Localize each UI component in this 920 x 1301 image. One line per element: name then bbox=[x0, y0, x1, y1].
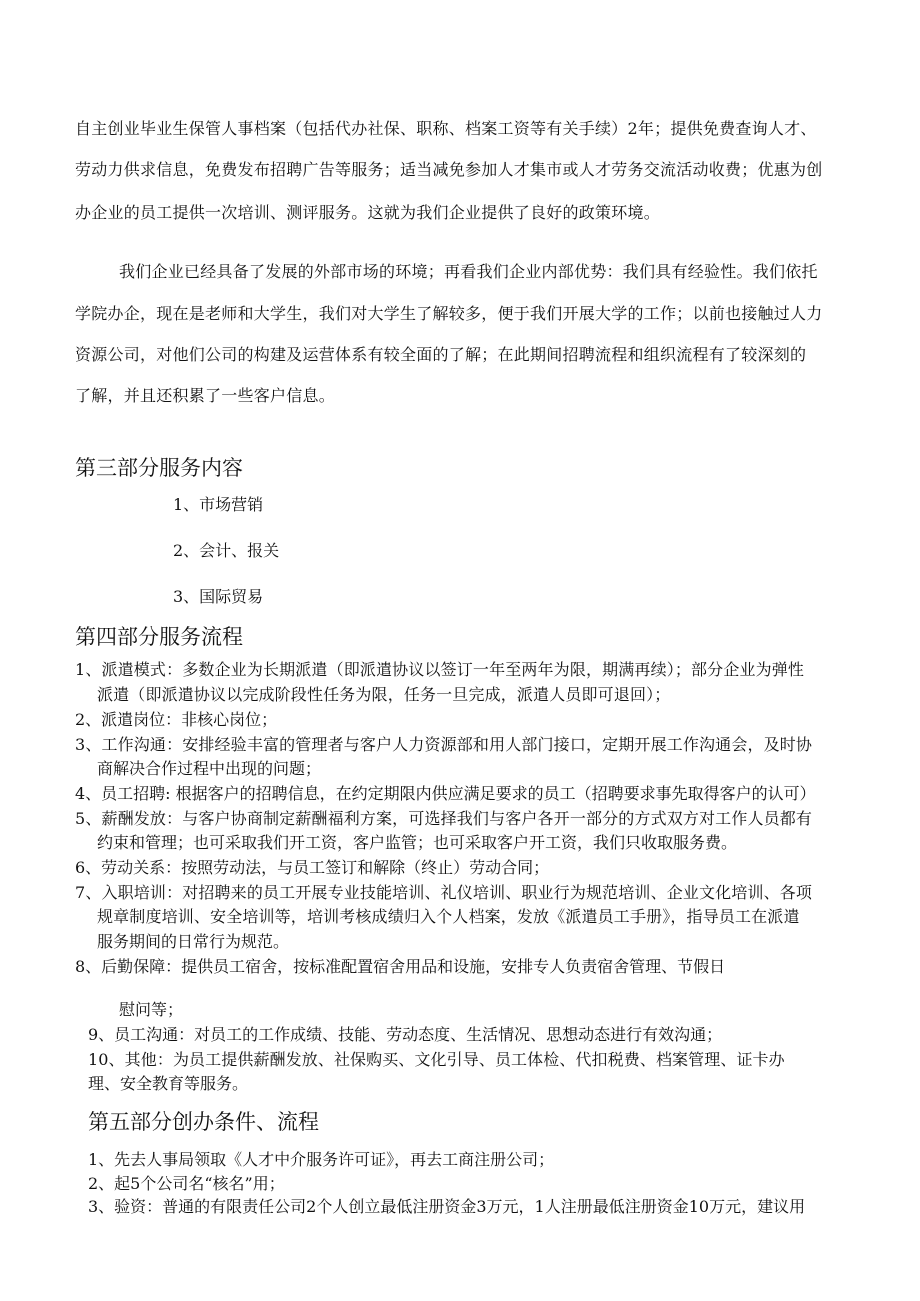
list-item: 1、先去人事局领取《人才中介服务许可证》，再去工商注册公司； bbox=[88, 1150, 555, 1169]
list-item: 6、劳动关系：按照劳动法，与员工签订和解除（终止）劳动合同； bbox=[75, 858, 550, 877]
list-item: 2、起5个公司名“核名”用； bbox=[88, 1174, 285, 1193]
list-item: 8、后勤保障：提供员工宿舍，按标准配置宿舍用品和设施，安排专人负责宿舍管理、节假日 bbox=[75, 957, 726, 976]
list-item-continuation: 约束和管理；也可采取我们开工资，客户监管；也可采取客户开工资，我们只收取服务费。 bbox=[97, 833, 738, 852]
list-item: 9、员工沟通：对员工的工作成绩、技能、劳动态度、生活情况、思想动态进行有效沟通； bbox=[88, 1025, 723, 1044]
list-item: 7、入职培训：对招聘来的员工开展专业技能培训、礼仪培训、职业行为规范培训、企业文化培训、各项 bbox=[75, 883, 813, 902]
list-item-continuation: 商解决合作过程中出现的问题； bbox=[97, 759, 322, 778]
list-item: 2、会计、报关 bbox=[173, 541, 280, 560]
list-item: 4、员工招聘: 根据客户的招聘信息，在约定期限内供应满足要求的员工（招聘要求事先取得客户的认可） bbox=[75, 784, 816, 803]
list-item: 10、其他：为员工提供薪酬发放、社保购买、文化引导、员工体检、代扣税费、档案管理、证卡办 bbox=[88, 1050, 785, 1069]
list-item-continuation: 慰问等； bbox=[119, 1000, 184, 1019]
list-item-continuation: 理、安全教育等服务。 bbox=[88, 1074, 249, 1093]
section-heading: 第三部分服务内容 bbox=[75, 456, 243, 480]
section-heading: 第四部分服务流程 bbox=[75, 625, 243, 649]
paragraph-line: 自主创业毕业生保管人事档案（包括代办社保、职称、档案工资等有关手续）2年；提供免费查询人才、 bbox=[75, 119, 817, 138]
section-heading: 第五部分创办条件、流程 bbox=[88, 1110, 319, 1134]
list-item: 5、薪酬发放：与客户协商制定薪酬福利方案，可选择我们与客户各开一部分的方式双方对工作人员都有 bbox=[75, 809, 813, 828]
list-item: 3、国际贸易 bbox=[173, 587, 264, 606]
list-item: 1、派遣模式：多数企业为长期派遣（即派遣协议以签订一年至两年为限，期满再续）；部分企业为弹性 bbox=[75, 660, 805, 679]
list-item-continuation: 派遣（即派遣协议以完成阶段性任务为限，任务一旦完成，派遣人员即可退回）； bbox=[97, 685, 671, 704]
paragraph-line: 学院办企，现在是老师和大学生，我们对大学生了解较多，便于我们开展大学的工作；以前也接触过人力 bbox=[75, 304, 823, 323]
list-item-continuation: 规章制度培训、安全培训等，培训考核成绩归入个人档案，发放《派遣员工手册》，指导员工在派遣 bbox=[97, 907, 800, 926]
paragraph-line: 办企业的员工提供一次培训、测评服务。这就为我们企业提供了良好的政策环境。 bbox=[75, 203, 661, 222]
list-item: 3、工作沟通：安排经验丰富的管理者与客户人力资源部和用人部门接口，定期开展工作沟通会，及时协 bbox=[75, 735, 813, 754]
list-item-continuation: 服务期间的日常行为规范。 bbox=[97, 932, 290, 951]
paragraph-line: 资源公司，对他们公司的构建及运营体系有较全面的了解；在此期间招聘流程和组织流程有了较深刻的 bbox=[75, 345, 807, 364]
paragraph-line: 我们企业已经具备了发展的外部市场的环境；再看我们企业内部优势：我们具有经验性。我们依托 bbox=[119, 262, 818, 281]
list-item: 3、验资：普通的有限责任公司2个人创立最低注册资金3万元，1人注册最低注册资金10万元，建议用 bbox=[88, 1197, 806, 1216]
list-item: 1、市场营销 bbox=[173, 495, 264, 514]
list-item: 2、派遣岗位：非核心岗位； bbox=[75, 710, 278, 729]
paragraph-line: 劳动力供求信息，免费发布招聘广告等服务；适当减免参加人才集市或人才劳务交流活动收费；优惠为创 bbox=[75, 160, 823, 179]
paragraph-line: 了解，并且还积累了一些客户信息。 bbox=[75, 386, 336, 405]
